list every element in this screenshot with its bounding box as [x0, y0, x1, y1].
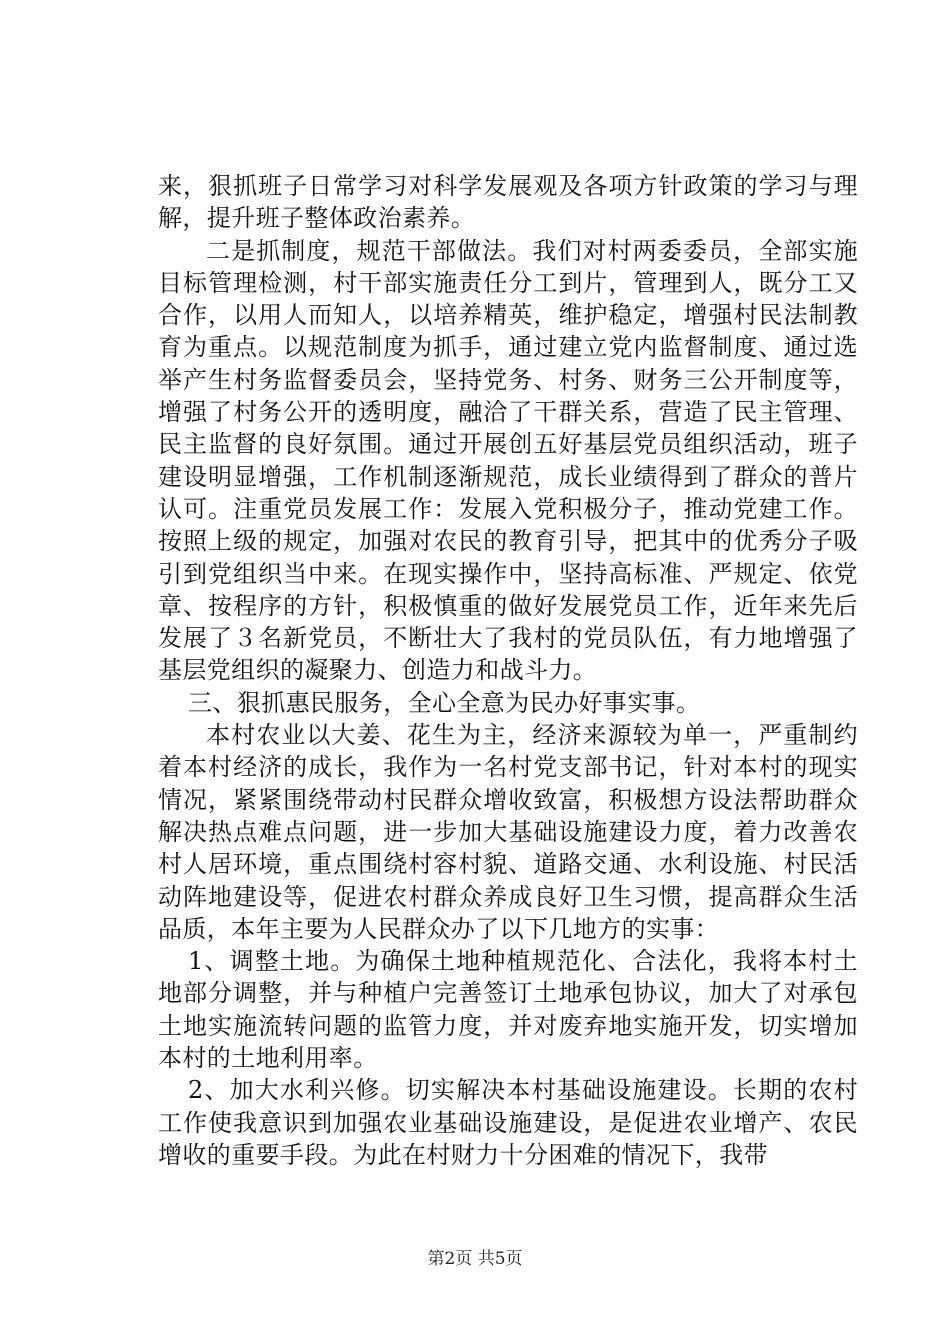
document-body [158, 170, 858, 1171]
paragraph-system-regulation: 二是抓制度，规范干部做法。我们对村两委委员，全部实施目标管理检测，村干部实施责任分工到片，管理到人，既分工又合作，以用人而知人，以培养精英，维护稳定，增强村民法制教育为重点。以规范制度为抓手，通过建立党内监督制度、通过选举产生村务监督委员会，坚持党务、村务、财务三公开制度等，增强了村务公开的透明度，融洽了干群关系，营造了民主管理、民主监督的良好氛围。通过开展创五好基层党员组织活动，班子建设明显增强，工作机制逐渐规范，成长业绩得到了群众的普片认可。注重党员发展工作：发展入党积极分子，推动党建工作。按照上级的规定，加强对农民的教育引导，把其中的优秀分子吸引到党组织当中来。在现实操作中，坚持高标准、严规定、依党章、按程序的方针，积极慎重的做好发展党员工作，近年来先后发展了３名新党员，不断壮大了我村的党员队伍，有力地增强了基层党组织的凝聚力、创造力和战斗力。 [158, 236, 858, 685]
page-number-footer: 第2页 共5页 [427, 1249, 523, 1269]
paragraph-item-water-conservancy: 2、加大水利兴修。切实解决本村基础设施建设。长期的农村工作使我意识到加强农业基础设施建设，是促进农业增产、农民增收的重要手段。为此在村财力十分困难的情况下，我带 [158, 1076, 858, 1169]
section-heading-three: 三、狠抓惠民服务，全心全意为民办好事实事。 [188, 688, 701, 717]
paragraph-village-agriculture: 本村农业以大姜、花生为主，经济来源较为单一，严重制约着本村经济的成长，我作为一名村党支部书记，针对本村的现实情况，紧紧围绕带动村民群众增收致富，积极想方设法帮助群众解决热点难点问题，进一步加大基础设施建设力度，着力改善农村人居环境，重点围绕村容村貌、道路交通、水利设施、村民活动阵地建设等，促进农村群众养成良好卫生习惯，提高群众生活品质，本年主要为人民群众办了以下几地方的实事： [158, 721, 858, 943]
paragraph-continuation: 来，狠抓班子日常学习对科学发展观及各项方针政策的学习与理解，提升班子整体政治素养。 [158, 172, 858, 233]
paragraph-item-land-adjustment: 1、调整土地。为确保土地种植规范化、合法化，我将本村土地部分调整，并与种植户完善签订土地承包协议，加大了对承包土地实施流转问题的监管力度，并对废弃地实施开发，切实增加本村的土地利用率。 [158, 947, 858, 1073]
